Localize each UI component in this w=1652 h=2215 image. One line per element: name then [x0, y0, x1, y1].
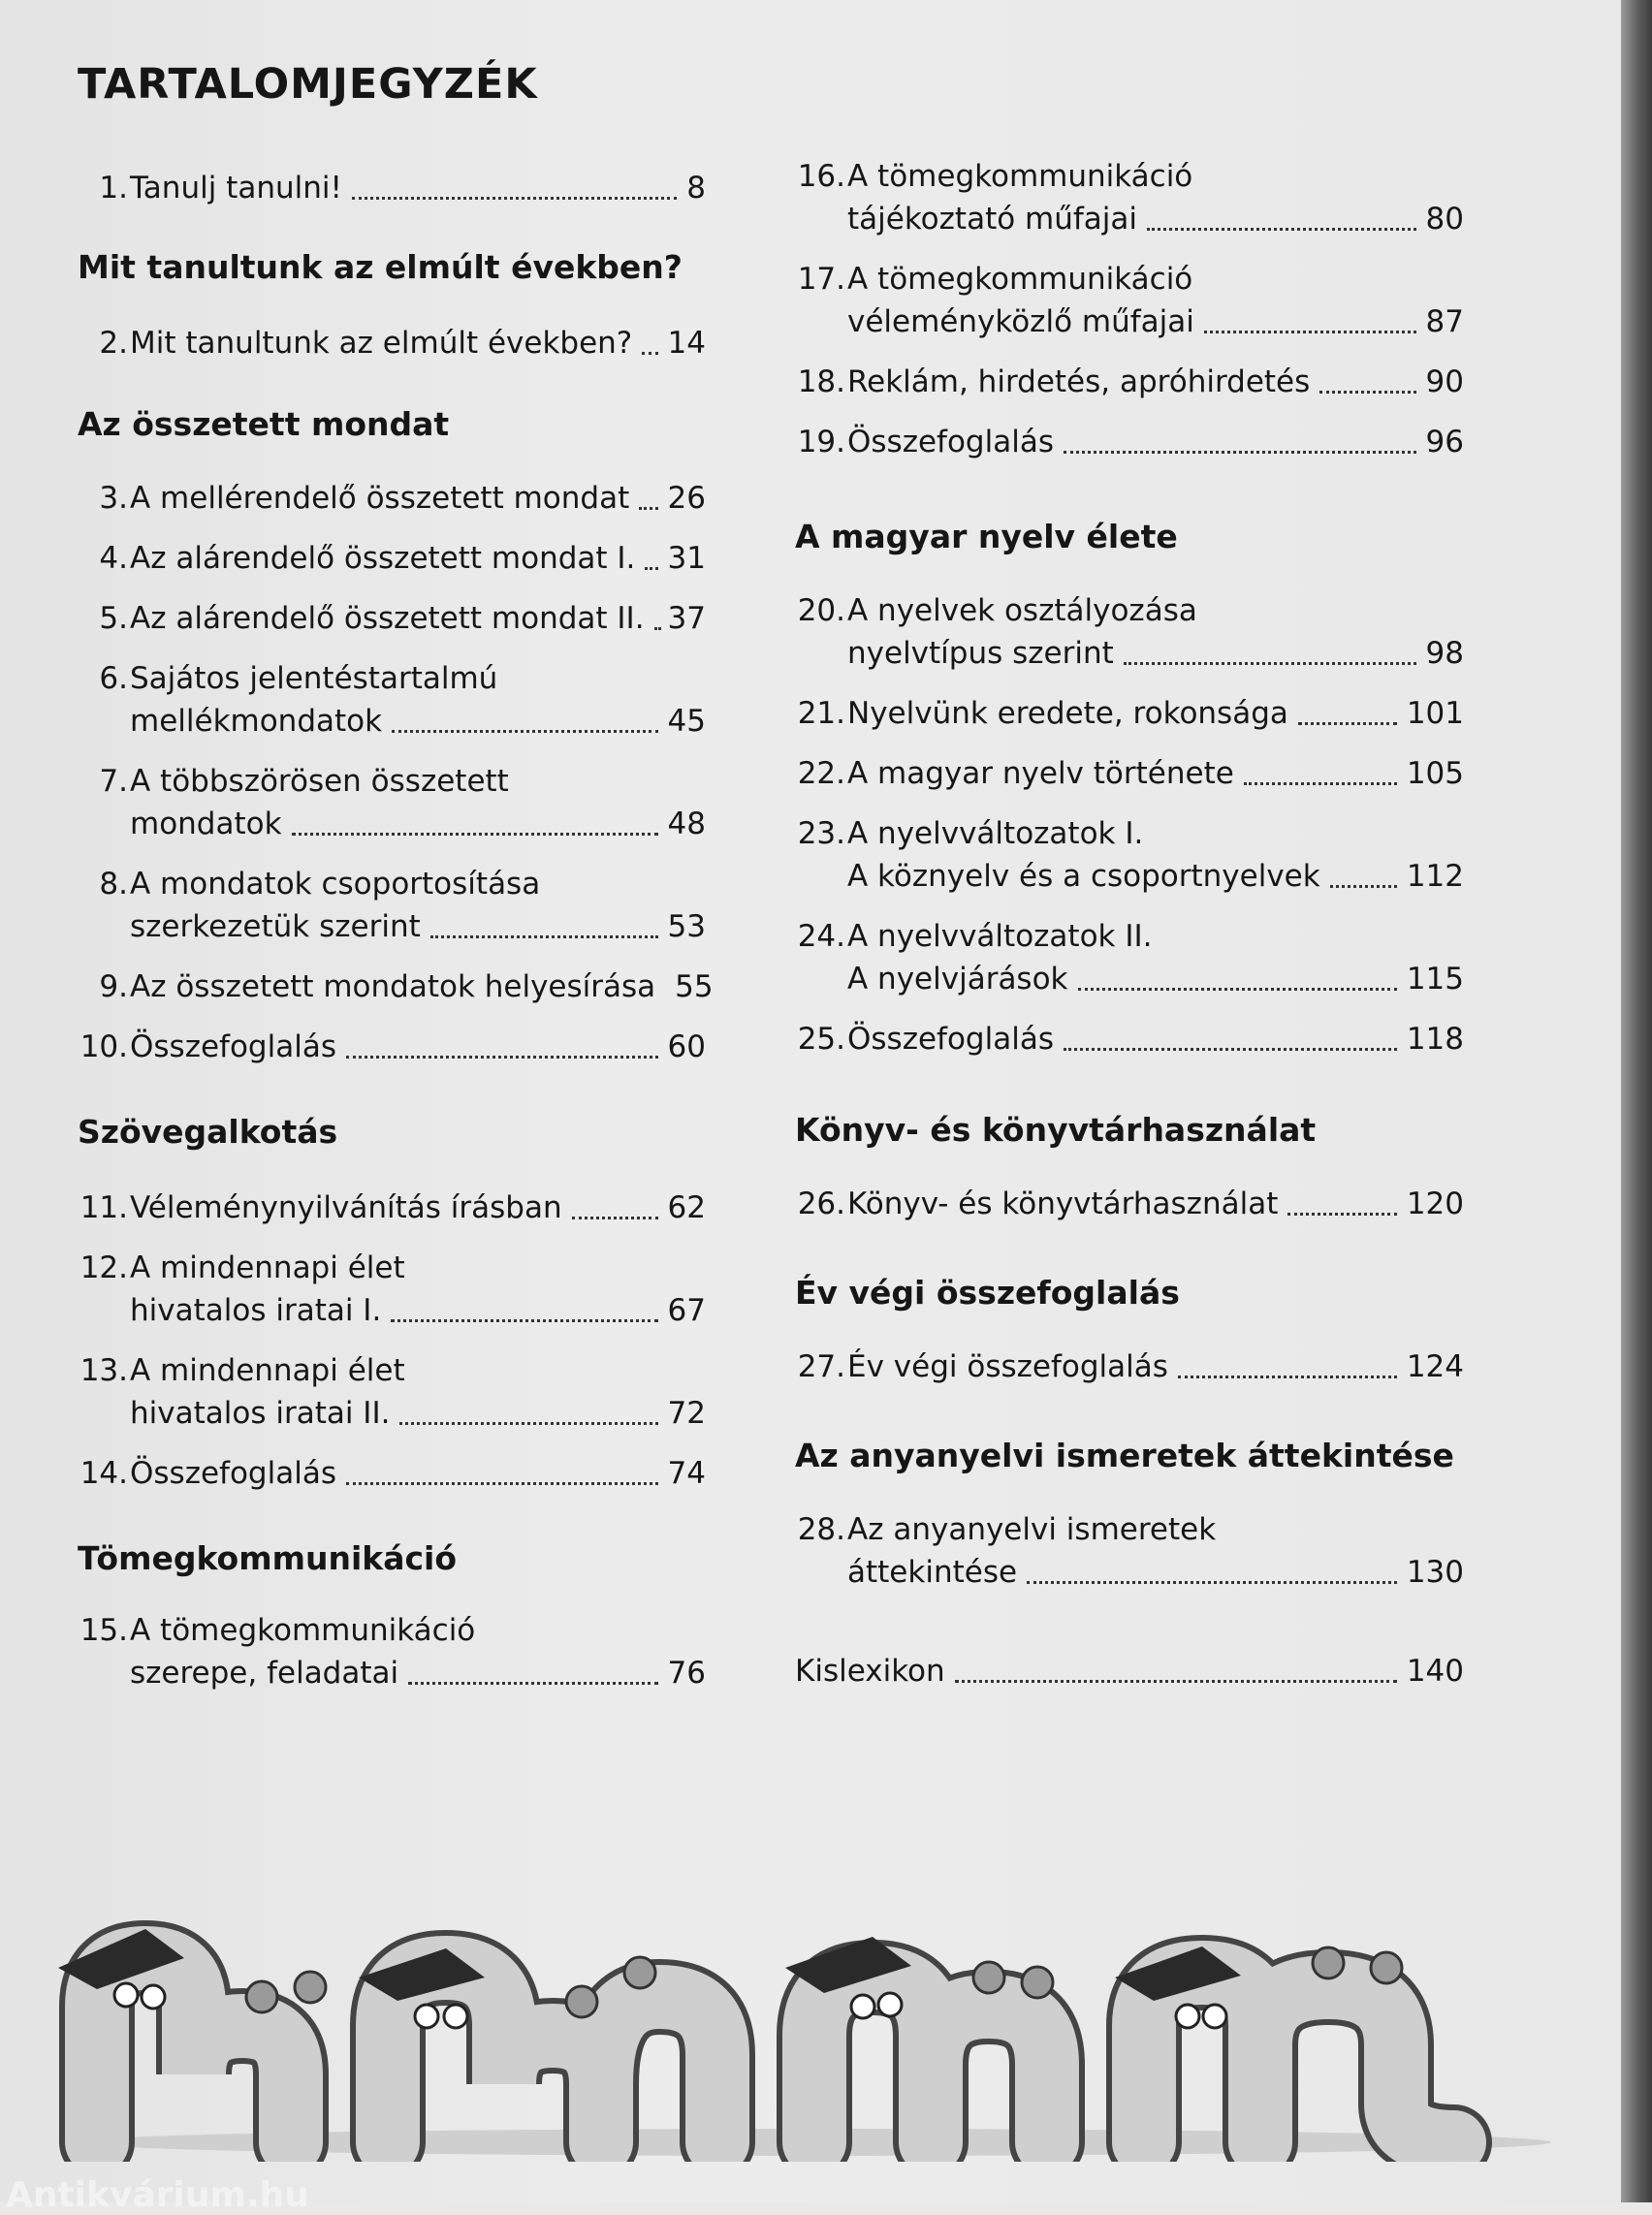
entry-title-line1: Sajátos jelentéstartalmú	[130, 661, 498, 696]
page-number: 72	[667, 1396, 706, 1431]
worm-eye	[878, 1993, 902, 2016]
dot-leader	[392, 722, 657, 733]
entry-title: Összefoglalás	[847, 1022, 1054, 1057]
entry-title: A magyar nyelv története	[847, 756, 1234, 791]
entry-number: 26.	[797, 1187, 845, 1221]
entry-number: 24.	[797, 919, 845, 954]
page-number: 105	[1406, 756, 1464, 791]
page-number: 62	[667, 1190, 706, 1225]
page-number: 101	[1406, 696, 1464, 731]
dot-leader	[1078, 980, 1397, 991]
dot-leader	[1178, 1368, 1397, 1378]
entry-title-line2: szerkezetük szerint	[130, 909, 421, 944]
entry-title: Nyelvünk eredete, rokonsága	[847, 696, 1288, 731]
dot-leader	[292, 825, 658, 836]
dot-leader	[1147, 220, 1416, 231]
page-number: 55	[675, 969, 714, 1004]
entry-title-line1: A tömegkommunikáció	[847, 159, 1193, 194]
entry-number: 9.	[99, 969, 128, 1004]
page-number: 45	[667, 704, 706, 739]
page-number: 60	[667, 1029, 706, 1064]
page-number: 124	[1406, 1349, 1464, 1384]
entry-number: 3.	[99, 481, 128, 516]
entry-title: Könyv- és könyvtárhasználat	[847, 1187, 1279, 1221]
page-number: 115	[1406, 962, 1464, 997]
entry-number: 14.	[79, 1456, 128, 1491]
section-heading: A magyar nyelv élete	[795, 518, 1178, 555]
entry-number: 10.	[79, 1029, 128, 1064]
entry-title-line2: nyelvtípus szerint	[847, 636, 1114, 671]
entry-title-line1: A többszörösen összetett	[130, 764, 509, 799]
section-heading: Szövegalkotás	[78, 1113, 338, 1151]
dot-leader	[955, 1672, 1397, 1683]
entry-title-line1: A nyelvváltozatok II.	[847, 919, 1153, 954]
entry-title: Összefoglalás	[847, 425, 1054, 459]
dot-leader	[639, 499, 657, 510]
entry-number: 18.	[797, 364, 845, 399]
entry-number: 27.	[797, 1349, 845, 1384]
dot-leader	[1124, 654, 1416, 665]
dot-leader	[645, 559, 657, 570]
graduating-worms-illustration	[39, 1881, 1551, 2162]
entry-title-line2: véleményközlő műfajai	[847, 304, 1194, 339]
worm-eye	[114, 1983, 138, 2007]
dot-leader	[1298, 714, 1397, 725]
entry-title: Véleménynyilvánítás írásban	[130, 1190, 562, 1225]
section-heading: Tömegkommunikáció	[78, 1539, 458, 1577]
entry-title: A mellérendelő összetett mondat	[130, 481, 630, 516]
entry-title-line1: A mindennapi élet	[130, 1353, 405, 1388]
entry-number: 25.	[797, 1022, 845, 1057]
page-number: 90	[1425, 364, 1464, 399]
dot-leader	[399, 1414, 657, 1425]
worm-eye	[1203, 2005, 1226, 2028]
entry-number: 28.	[797, 1512, 845, 1547]
page-number: 67	[667, 1293, 706, 1328]
dot-leader	[352, 189, 677, 200]
book-spine-edge	[1621, 0, 1652, 2202]
entry-number: 16.	[797, 159, 845, 194]
page-number: 37	[667, 601, 706, 636]
dot-leader	[391, 1312, 657, 1322]
dot-leader	[1319, 383, 1415, 394]
entry-title: Az alárendelő összetett mondat I.	[130, 541, 636, 576]
entry-title: Az alárendelő összetett mondat II.	[130, 601, 645, 636]
entry-number: 11.	[79, 1190, 128, 1225]
entry-number: 7.	[99, 764, 128, 799]
entry-number: 5.	[99, 601, 128, 636]
dot-leader	[1204, 323, 1416, 333]
worm-eye	[851, 1995, 874, 2018]
dot-leader	[1027, 1573, 1397, 1584]
entry-number: 21.	[797, 696, 845, 731]
entry-title: Tanulj tanulni!	[130, 171, 342, 206]
entry-number: 2.	[99, 326, 128, 361]
entry-title: Az összetett mondatok helyesírása	[130, 969, 656, 1004]
watermark-text: Antikvárium.hu	[6, 2175, 309, 2215]
page-number: 53	[667, 909, 706, 944]
section-heading: Az összetett mondat	[78, 405, 450, 443]
entry-title-line1: A tömegkommunikáció	[847, 262, 1193, 297]
entry-title-line2: hivatalos iratai II.	[130, 1396, 391, 1431]
page-number: 74	[667, 1456, 706, 1491]
page-number: 48	[667, 807, 706, 841]
worm-eye	[444, 2005, 467, 2028]
entry-number: 22.	[797, 756, 845, 791]
entry-title-line2: A nyelvjárások	[847, 962, 1068, 997]
entry-title: Reklám, hirdetés, apróhirdetés	[847, 364, 1311, 399]
worm-eye	[415, 2005, 438, 2028]
entry-title-line2: tájékoztató műfajai	[847, 202, 1138, 237]
dot-leader	[346, 1474, 658, 1485]
entry-title-line2: mondatok	[130, 807, 282, 841]
dot-leader	[430, 928, 658, 938]
entry-title: Mit tanultunk az elmúlt években?	[130, 326, 633, 361]
section-heading: Az anyanyelvi ismeretek áttekintése	[795, 1437, 1454, 1474]
page-number: 96	[1425, 425, 1464, 459]
entry-number: 13.	[79, 1353, 128, 1388]
worm-body	[388, 1968, 717, 2142]
entry-number: 12.	[79, 1250, 128, 1285]
dot-leader	[1064, 443, 1416, 454]
entry-number: 6.	[99, 661, 128, 696]
page-number: 118	[1406, 1022, 1464, 1057]
entry-title: Összefoglalás	[130, 1029, 336, 1064]
dot-leader	[1244, 775, 1397, 785]
page-number: 87	[1425, 304, 1464, 339]
page-number: 130	[1406, 1555, 1464, 1590]
page-number: 80	[1425, 202, 1464, 237]
entry-title-line2: áttekintése	[847, 1555, 1018, 1590]
dot-leader	[1287, 1205, 1396, 1216]
entry-title-line1: A nyelvváltozatok I.	[847, 816, 1144, 851]
entry-title-line1: A tömegkommunikáció	[130, 1613, 476, 1648]
section-heading: Mit tanultunk az elmúlt években?	[78, 248, 683, 286]
entry-number: 15.	[79, 1613, 128, 1648]
entry-title-line2: szerepe, feladatai	[130, 1656, 399, 1691]
entry-number: 20.	[797, 593, 845, 628]
entry-title-line2: hivatalos iratai I.	[130, 1293, 382, 1328]
page-number: 26	[667, 481, 706, 516]
entry-title-line2: A köznyelv és a csoportnyelvek	[847, 859, 1320, 894]
entry-title: Kislexikon	[795, 1654, 945, 1689]
entry-number: 1.	[99, 171, 128, 206]
dot-leader	[1330, 877, 1397, 888]
entry-number: 19.	[797, 425, 845, 459]
entry-title: Év végi összefoglalás	[847, 1349, 1168, 1384]
entry-title-line1: A nyelvek osztályozása	[847, 593, 1197, 628]
dot-leader	[572, 1209, 658, 1219]
page-number: 8	[686, 171, 706, 206]
section-heading: Könyv- és könyvtárhasználat	[795, 1111, 1317, 1149]
page-number: 120	[1406, 1187, 1464, 1221]
dot-leader	[642, 344, 657, 355]
dot-leader	[408, 1674, 657, 1685]
entry-number: 23.	[797, 816, 845, 851]
section-heading: Év végi összefoglalás	[795, 1274, 1180, 1312]
entry-title-line1: Az anyanyelvi ismeretek	[847, 1512, 1217, 1547]
page-title: TARTALOMJEGYZÉK	[78, 60, 538, 109]
entry-number: 17.	[797, 262, 845, 297]
worm-body	[1144, 1973, 1454, 2142]
entry-title: Összefoglalás	[130, 1456, 336, 1491]
page-number: 140	[1406, 1654, 1464, 1689]
dot-leader	[1064, 1040, 1397, 1051]
entry-number: 8.	[99, 867, 128, 902]
page-number: 76	[667, 1656, 706, 1691]
worm-eye	[142, 1985, 165, 2009]
entry-title-line2: mellékmondatok	[130, 704, 383, 739]
worm-eye	[1176, 2005, 1199, 2028]
dot-leader	[346, 1048, 658, 1059]
page-number: 14	[667, 326, 706, 361]
entry-title-line1: A mindennapi élet	[130, 1250, 405, 1285]
entry-title-line1: A mondatok csoportosítása	[130, 867, 541, 902]
page-number: 98	[1425, 636, 1464, 671]
page-number: 112	[1406, 859, 1464, 894]
entry-number: 4.	[99, 541, 128, 576]
page-number: 31	[667, 541, 706, 576]
dot-leader	[654, 619, 658, 630]
